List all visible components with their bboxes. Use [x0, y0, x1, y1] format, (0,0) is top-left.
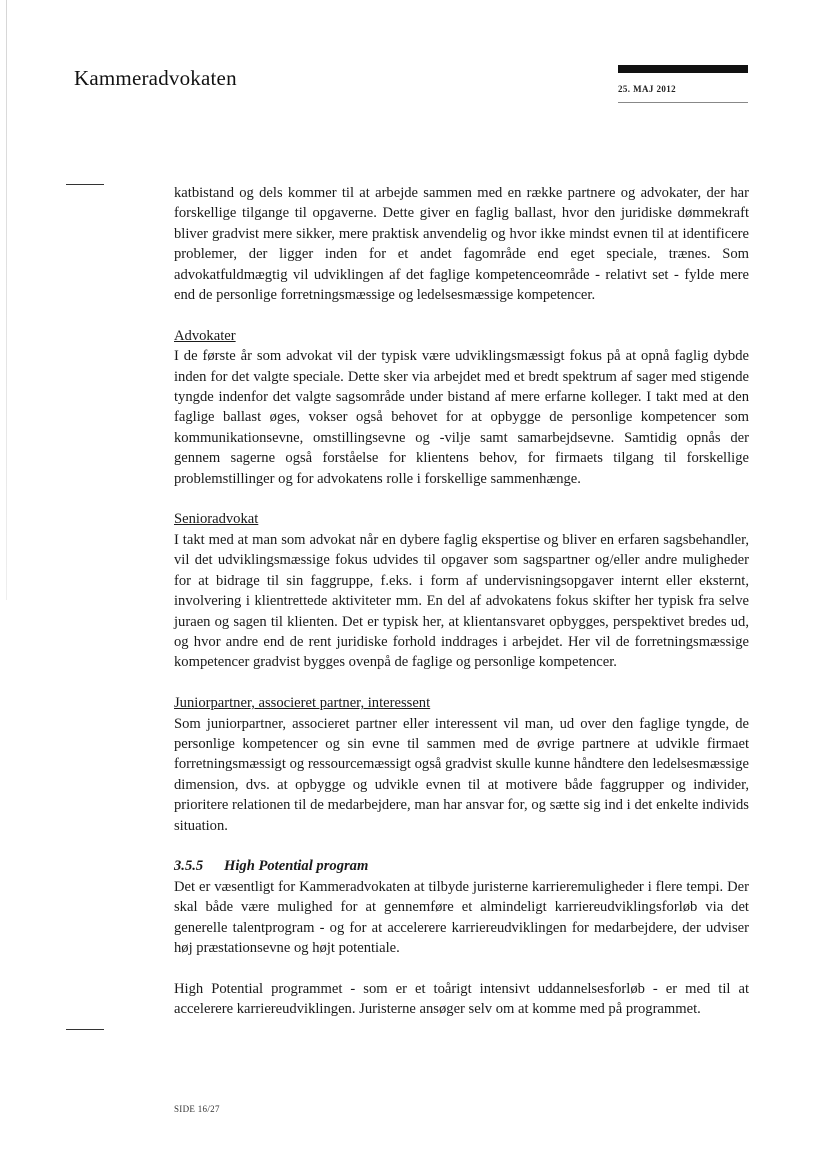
paragraph-text: I de første år som advokat vil der typisk være udviklingsmæssigt fokus på at opnå faglig dybde inden for det valgte speciale. Dette sker via arbejdet med et bredt spektrum af sager med stigende tyngde indenfor det valgte sagsområde under bistand af mere erfarne kolleger. I takt med at den faglige ballast øges, vokser også behovet for at opbygge de personlige kompetencer som kommunikationsevne, omstillingsevne og -vilje samt samarbejdsevne. Samtidig opnås der gennem sagerne også forståelse for klientens behov, for firmaets tilgang til forskellige problemstillinger og for advokatens rolle i forskellige sammenhænge. [174, 348, 749, 487]
brand-logo-text: Kammeradvokaten [74, 66, 237, 90]
section-heading: Advokater [174, 327, 236, 344]
paragraph-text: katbistand og dels kommer til at arbejde sammen med en række partnere og advokater, der har forskellige tilgange til opgaverne. Dette giver en faglig ballast, hvor den juridiske dømmekraft bliver gradvist mere sikker, mere praktisk anvendelig og hvor ikke mindst evnen til at identificere problemer, der ligger inden for et andet fagområde end eget speciale, trænes. Som advokatfuldmægtig vil udviklingen af det faglige kompetenceområde - relativt set - fylde mere end de personlige forretningsmæssige og ledelsesmæssige kompetencer. [174, 185, 749, 304]
paragraph-text: High Potential programmet - som er et toårigt intensivt uddannelsesforløb - er med til at accelerere karriereudviklingen. Juristerne ansøger selv om at komme med på programmet. [174, 980, 749, 1018]
document-body [174, 183, 749, 1040]
section-heading: Juniorpartner, associeret partner, interessent [174, 695, 431, 712]
section-senioradvokat [174, 509, 749, 672]
subsection-number: 3.5.5 [174, 858, 204, 875]
date-bar [618, 65, 748, 73]
paragraph-text: Det er væsentligt for Kammeradvokaten at tilbyde juristerne karrieremuligheder i flere tempi. Der skal både være mulighed for at gennemføre et almindeligt karriereudviklingsforløb via det generelle talentprogram - og for at accelerere karriereudviklingen for medarbejdere, der udviser høj præstationsevne og højt potentiale. [174, 878, 749, 956]
page-edge-line [6, 0, 7, 600]
section-heading: Senioradvokat [174, 511, 259, 528]
paragraph-text: Som juniorpartner, associeret partner eller interessent vil man, ud over den faglige tyngde, de personlige kompetencer og sin evne til sammen med de øvrige partnere at udvikle firmaet forretningsmæssigt og ressourcemæssigt også gradvist skulle kunne håndtere den ledelsesmæssige dimension, dvs. at opbygge og udvikle evnen til at motivere både faggrupper og individer, prioritere relationen til de medarbejdere, man har ansvar for, og sætte sig ind i det enkelte individs situation. [174, 715, 749, 834]
page-number: SIDE 16/27 [174, 1104, 220, 1114]
subsection-heading [174, 856, 749, 876]
section-advokater [174, 326, 749, 489]
margin-mark-top [66, 184, 104, 185]
margin-mark-bottom [66, 1029, 104, 1030]
subsection-title: High Potential program [224, 858, 369, 875]
date-rule [618, 102, 748, 103]
paragraph-high-potential-program [174, 979, 749, 1020]
section-intro [174, 183, 749, 305]
paragraph-text: I takt med at man som advokat når en dybere faglig ekspertise og bliver en erfaren sagsbehandler, vil det udviklingsmæssige fokus udvides til opgaver som sagspartner og/eller andre muligheder for at bidrage til sin faggruppe, f.eks. i form af undervisningsopgaver internt eller eksternt, involvering i klientrettede aktiviteter mm. En del af advokatens fokus skifter her typisk fra selve juraen og sagen til klienten. Det er typisk her, at klientansvaret opbygges, perspektivet bredes ud, og hvor andre end de rent juridiske forhold inddrages i arbejdet. Her vil de forretningsmæssige kompetencer gradvist bygges ovenpå de faglige og personlige kompetencer. [174, 531, 749, 671]
subsection-high-potential [174, 856, 749, 958]
document-date: 25. MAJ 2012 [618, 84, 677, 94]
section-juniorpartner [174, 693, 749, 836]
